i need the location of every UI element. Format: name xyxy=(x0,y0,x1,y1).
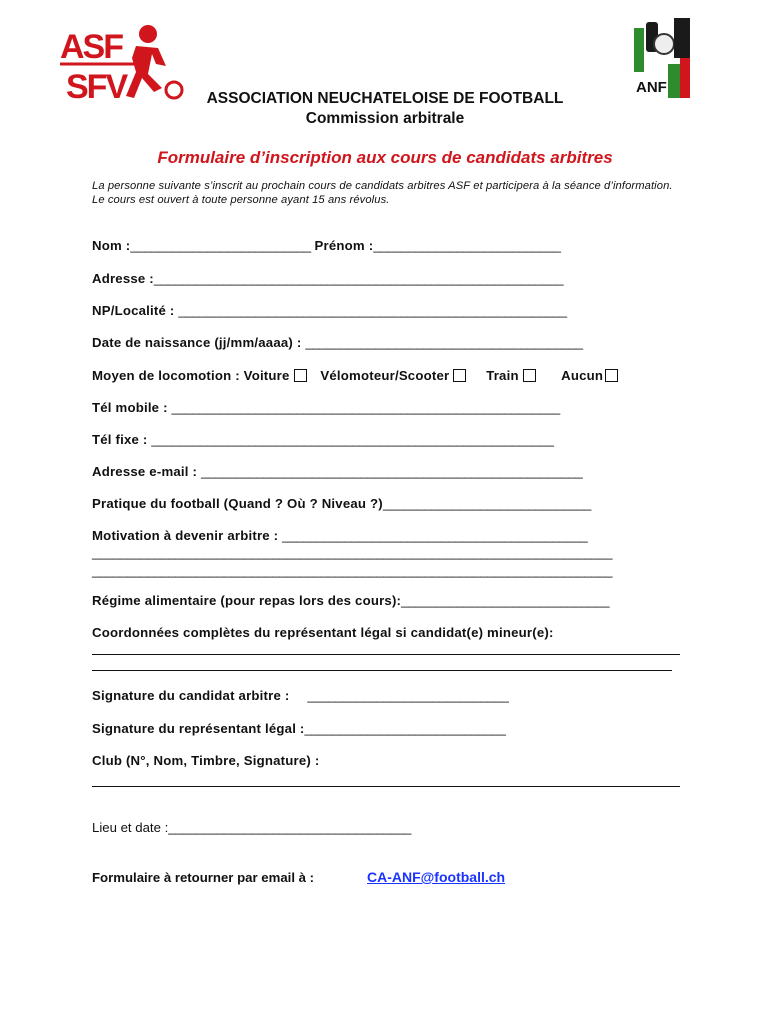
organization-name: ASSOCIATION NEUCHATELOISE DE FOOTBALL xyxy=(206,90,564,107)
transport-option-train: Train xyxy=(486,368,519,383)
voiture-checkbox[interactable] xyxy=(294,369,307,382)
pratique-row xyxy=(92,496,591,511)
email-label: Adresse e-mail : xyxy=(92,464,198,479)
sig-candidat-label: Signature du candidat arbitre : xyxy=(92,688,290,703)
mobile-field[interactable]: ________________________________________________________ xyxy=(171,400,560,415)
transport-option-velomoteur: Vélomoteur/Scooter xyxy=(320,368,450,383)
lieu-row xyxy=(92,820,411,835)
regime-field[interactable]: ______________________________ xyxy=(401,593,610,608)
dob-row xyxy=(92,335,583,350)
adresse-field[interactable]: ___________________________________________________________ xyxy=(153,271,564,286)
lieu-field[interactable]: ___________________________________ xyxy=(168,820,411,835)
coord-line-1[interactable] xyxy=(92,654,680,655)
motivation-line-2[interactable]: ___________________________________________________________________________ xyxy=(92,545,613,560)
lieu-label: Lieu et date : xyxy=(92,820,169,835)
pratique-label: Pratique du football (Quand ? Où ? Niveau ?) xyxy=(92,496,383,511)
regime-label: Régime alimentaire (pour repas lors des cours): xyxy=(92,593,402,608)
asf-logo-text: ASF xyxy=(60,28,122,66)
sig-candidat-row xyxy=(92,688,508,703)
sig-rep-field[interactable]: _____________________________ xyxy=(304,721,506,736)
name-row xyxy=(92,238,561,253)
fixe-field[interactable]: __________________________________________________________ xyxy=(151,432,554,447)
motivation-line-3[interactable]: ___________________________________________________________________________ xyxy=(92,563,613,578)
coord-line-2[interactable] xyxy=(92,670,672,671)
aucun-checkbox[interactable] xyxy=(605,369,618,382)
transport-row xyxy=(92,368,628,383)
motivation-field[interactable]: ____________________________________________ xyxy=(282,528,588,543)
prenom-label: Prénom : xyxy=(314,238,374,253)
intro-paragraph: La personne suivante s’inscrit au prochain cours de candidats arbitres ASF et participera à la séance d’information. Le cours est ouvert à toute personne ayant 15 ans révolus. xyxy=(92,180,673,206)
train-checkbox[interactable] xyxy=(523,369,536,382)
mobile-row xyxy=(92,400,560,415)
nom-label: Nom : xyxy=(92,238,131,253)
transport-option-aucun: Aucun xyxy=(561,368,604,383)
sig-candidat-field[interactable]: _____________________________ xyxy=(307,688,509,703)
sfv-logo-text: SFV xyxy=(66,68,127,106)
regime-row xyxy=(92,593,609,608)
return-label: Formulaire à retourner par email à : xyxy=(92,870,315,885)
email-field[interactable]: _______________________________________________________ xyxy=(200,464,583,479)
np-field[interactable]: ________________________________________________________ xyxy=(178,303,567,318)
anf-logo xyxy=(628,14,696,102)
email-row xyxy=(92,464,582,479)
transport-label: Moyen de locomotion : xyxy=(92,368,240,383)
adresse-label: Adresse : xyxy=(92,271,154,286)
locality-row xyxy=(92,303,567,318)
motivation-label: Motivation à devenir arbitre : xyxy=(92,528,279,543)
return-email-link[interactable]: CA-ANF@football.ch xyxy=(367,869,506,885)
sig-rep-label: Signature du représentant légal : xyxy=(92,721,305,736)
commission-name: Commission arbitrale xyxy=(305,110,465,127)
velomoteur-checkbox[interactable] xyxy=(453,369,466,382)
fixe-label: Tél fixe : xyxy=(92,432,148,447)
pratique-field[interactable]: ______________________________ xyxy=(382,496,591,511)
sig-rep-row xyxy=(92,721,506,736)
dob-field[interactable]: ________________________________________ xyxy=(305,335,583,350)
coord-label: Coordonnées complètes du représentant légal si candidat(e) mineur(e): xyxy=(92,625,554,640)
mobile-label: Tél mobile : xyxy=(92,400,168,415)
club-label: Club (N°, Nom, Timbre, Signature) : xyxy=(92,753,320,768)
address-row xyxy=(92,271,563,286)
nom-field[interactable]: __________________________ xyxy=(130,238,311,253)
anf-logo-text: ANF xyxy=(636,79,667,96)
transport-option-voiture: Voiture xyxy=(243,368,290,383)
motivation-row xyxy=(92,528,587,543)
form-title: Formulaire d’inscription aux cours de candidats arbitres xyxy=(157,148,613,167)
np-label: NP/Localité : xyxy=(92,303,175,318)
club-line[interactable] xyxy=(92,786,680,787)
dob-label: Date de naissance (jj/mm/aaaa) : xyxy=(92,335,302,350)
prenom-field[interactable]: ___________________________ xyxy=(373,238,561,253)
fixe-row xyxy=(92,432,554,447)
